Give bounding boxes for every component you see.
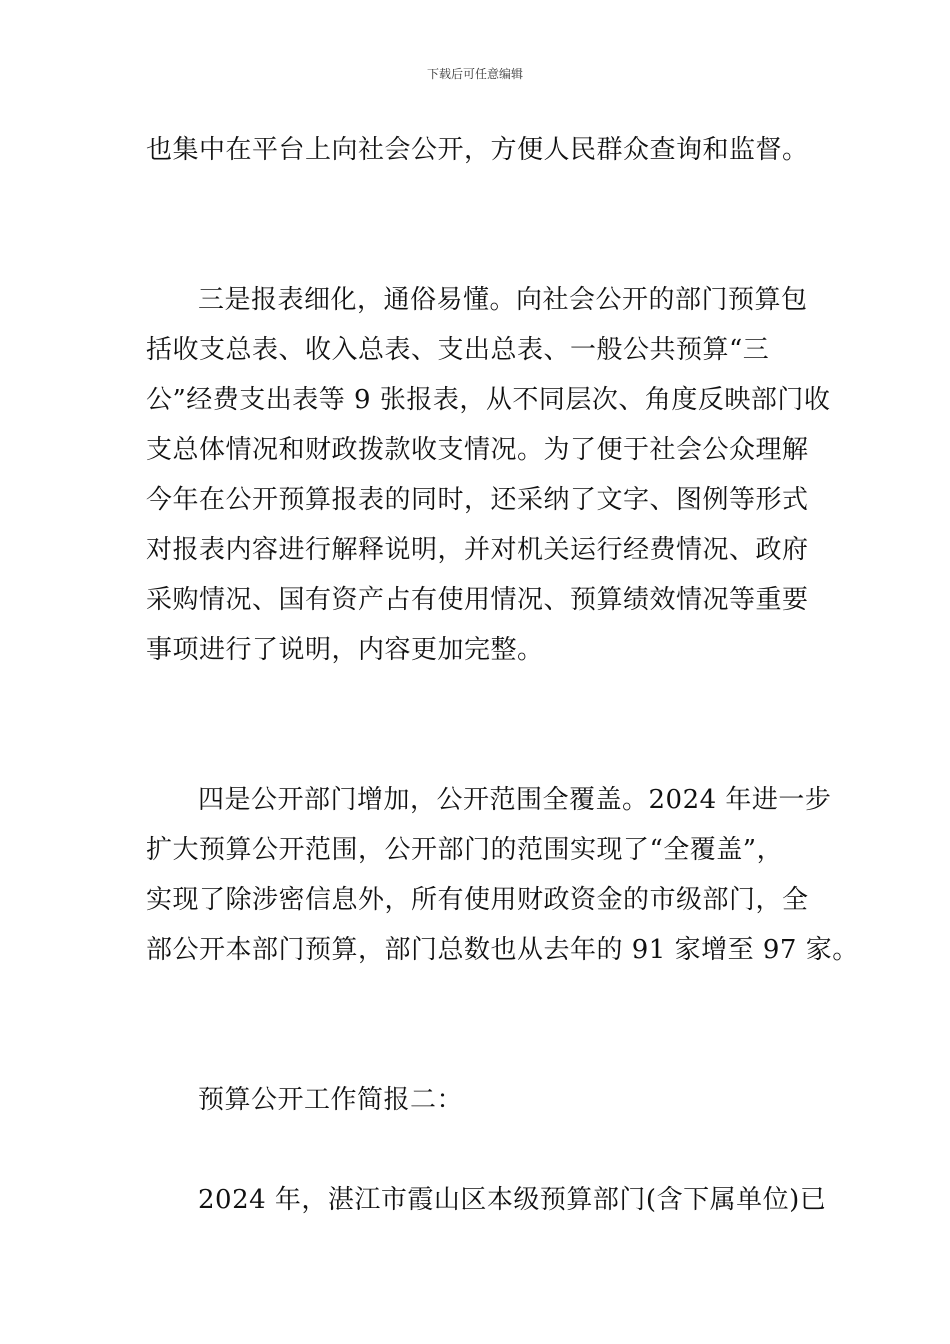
text-line: 今年在公开预算报表的同时，还采纳了文字、图例等形式	[146, 485, 809, 515]
paragraph-first-line: 四是公开部门增加，公开范围全覆盖。2024 年进一步	[198, 785, 832, 815]
text-line: 实现了除涉密信息外，所有使用财政资金的市级部门，全	[146, 885, 809, 915]
paragraph-first-line: 三是报表细化，通俗易懂。向社会公开的部门预算包	[198, 285, 808, 315]
text-line: 也集中在平台上向社会公开，方便人民群众查询和监督。	[146, 135, 809, 165]
section-heading: 预算公开工作简报二：	[198, 1085, 464, 1115]
text-line: 采购情况、国有资产占有使用情况、预算绩效情况等重要	[146, 585, 809, 615]
text-line: 公”经费支出表等 9 张报表，从不同层次、角度反映部门收	[146, 385, 831, 415]
text-line: 事项进行了说明，内容更加完整。	[146, 635, 544, 665]
text-line: 部公开本部门预算，部门总数也从去年的 91 家增至 97 家。	[146, 935, 859, 965]
paragraph-first-line: 2024 年，湛江市霞山区本级预算部门(含下属单位)已	[198, 1185, 827, 1215]
text-line: 扩大预算公开范围，公开部门的范围实现了“全覆盖”，	[146, 835, 784, 865]
text-line: 支总体情况和财政拨款收支情况。为了便于社会公众理解	[146, 435, 809, 465]
text-line: 括收支总表、收入总表、支出总表、一般公共预算“三	[146, 335, 770, 365]
text-line: 对报表内容进行解释说明，并对机关运行经费情况、政府	[146, 535, 809, 565]
page-header: 下载后可任意编辑	[426, 67, 523, 81]
